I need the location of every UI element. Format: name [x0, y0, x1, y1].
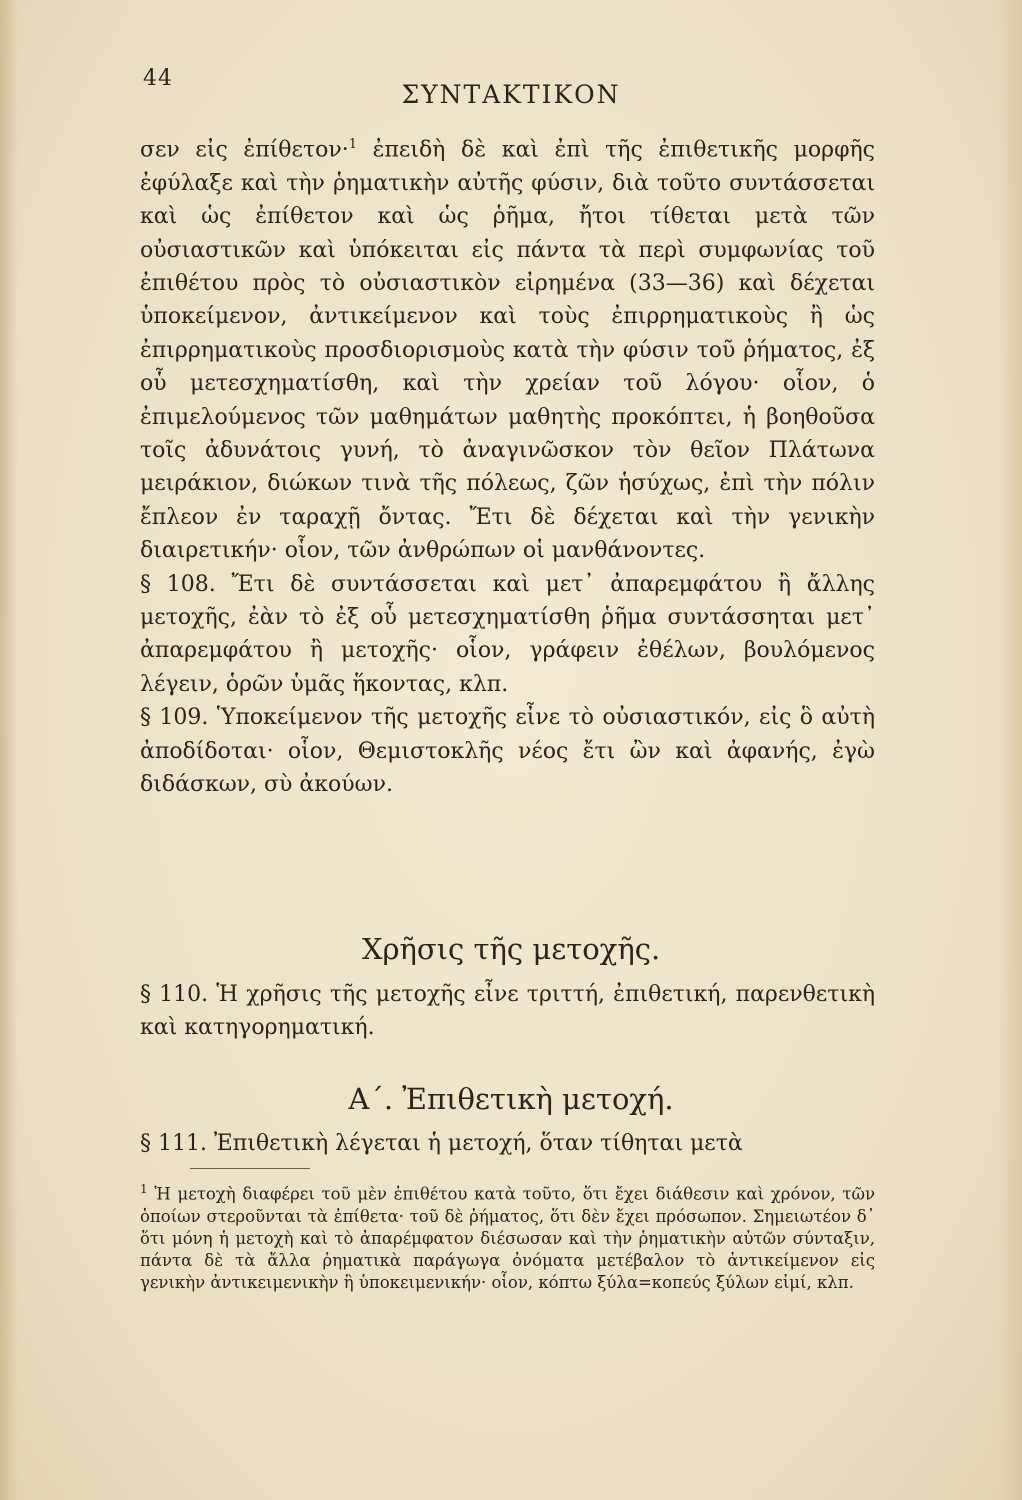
footnote-mark: 1 — [140, 1182, 148, 1196]
heading-attributive: Α΄. Ἐπιθετικὴ μετοχή. — [348, 1082, 674, 1116]
footnote-reference: 1 — [348, 137, 358, 152]
section-111: § 111. Ἐπιθετικὴ λέγεται ἡ μετοχή, ὅταν τίθηται μετὰ — [140, 1131, 743, 1156]
footnote — [140, 1178, 875, 1295]
page-number: 44 — [143, 66, 173, 91]
paragraph-continued-rest: ἐπειδὴ δὲ καὶ ἐπὶ τῆς ἐπιθετικῆς μορφῆς ἐφύλαξε καὶ τὴν ῥηματικὴν αὐτῆς φύσιν, διὰ τοῦτο συντάσσεται καὶ ὡς ἐπίθετον καὶ ὡς ῥῆμα, ἤτοι τίθεται μετὰ τῶν οὐσιαστικῶν καὶ ὑπόκειται εἰς πάντα τὰ περὶ συμφωνίας τοῦ ἐπιθέτου πρὸς τὸ οὐσιαστικὸν εἰρημένα (33—36) καὶ δέχεται ὑποκείμενον, ἀντικείμενον καὶ τοὺς ἐπιρρηματικοὺς ἢ ὡς ἐπιρρηματικοὺς προσδιορισμοὺς κατὰ τὴν φύσιν τοῦ ῥήματος, ἐξ οὗ μετεσχηματίσθη, καὶ τὴν χρείαν τοῦ λόγου· οἷον, ὁ ἐπιμελούμενος τῶν μαθημάτων μαθητὴς προκόπτει, ἡ βοηθοῦσα τοῖς ἀδυνάτοις γυνή, τὸ ἀναγινῶσκον τὸν θεῖον Πλάτωνα μειράκιον, διώκων τινὰ τῆς πόλεως, ζῶν ἡσύχως, ἐπὶ τὴν πόλιν ἔπλεον ἐν ταραχῇ ὄντας. Ἔτι δὲ δέχεται καὶ τὴν γενικὴν διαιρετικήν· οἷον, τῶν ἀνθρώπων οἱ μανθάνοντες. — [140, 137, 876, 564]
footnote-rule — [190, 1168, 310, 1169]
footnote-text: Ἡ μετοχὴ διαφέρει τοῦ μὲν ἐπιθέτου κατὰ τοῦτο, ὅτι ἔχει διάθεσιν καὶ χρόνον, τῶν ὁποίων στεροῦνται τὰ ἐπίθετα· τοῦ δὲ ῥήματος, ὅτι δὲν ἔχει πρόσωπον. Σημειωτέον δ᾽ ὅτι μόνη ἡ μετοχὴ καὶ τὸ ἀπαρέμφατον διέσωσαν καὶ τὴν ῥηματικὴν αὐτῶν σύνταξιν, πάντα δὲ τὰ ἄλλα ῥηματικὰ παράγωγα ὀνόματα μετέβαλον τὸ ἀντικείμενον εἰς γενικὴν ἀντικειμενικὴν ἢ ὑποκειμενικήν· οἷον, κόπτω ξύλα=κοπεύς ξύλων εἰμί, κλπ. — [140, 1184, 875, 1293]
page-edge — [998, 0, 1022, 1500]
section-110: § 110. Ἡ χρῆσις τῆς μετοχῆς εἶνε τριττή, ἐπιθετική, παρενθετικὴ καὶ κατηγορηματική. — [140, 982, 875, 1041]
section-108: § 108. Ἔτι δὲ συντάσσεται καὶ μετ᾽ ἀπαρεμφάτου ἢ ἄλλης μετοχῆς, ἐὰν τὸ ἐξ οὗ μετεσχηματίσθη ῥῆμα συντάσσηται μετ᾽ ἀπαρεμφάτου ἢ μετοχῆς· οἷον, γράφειν ἐθέλων, βουλόμενος λέγειν, ὁρῶν ὑμᾶς ἥκοντας, κλπ. — [140, 571, 875, 697]
running-title: ΣΥΝΤΑΚΤΙΚΟΝ — [401, 80, 621, 109]
heading-usage: Χρῆσις τῆς μετοχῆς. — [361, 932, 661, 966]
paragraph-continued — [140, 128, 875, 568]
main-text — [140, 128, 875, 801]
page-gutter — [0, 0, 18, 1500]
section-109: § 109. Ὑποκείμενον τῆς μετοχῆς εἶνε τὸ οὐσιαστικόν, εἰς ὃ αὐτὴ ἀποδίδοται· οἷον, Θεμιστοκλῆς νέος ἔτι ὢν καὶ ἀφανής, ἐγὼ διδάσκων, σὺ ἀκούων. — [140, 705, 875, 798]
paragraph-continued-start: σεν εἰς ἐπίθετον· — [140, 137, 349, 163]
